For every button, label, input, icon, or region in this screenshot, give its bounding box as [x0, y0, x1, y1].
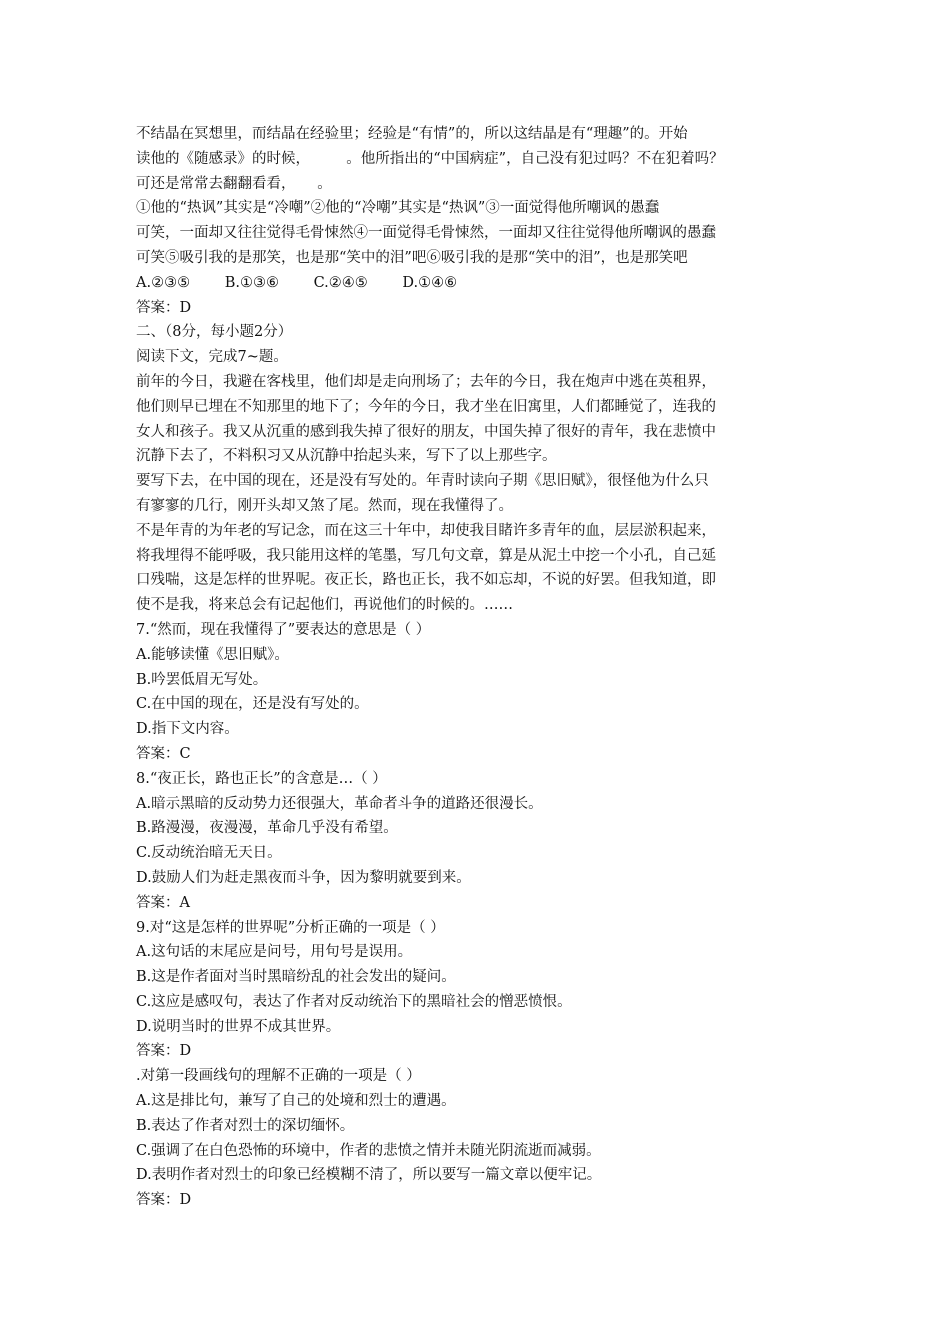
text-line: 将我埋得不能呼吸，我只能用这样的笔墨，写几句文章，算是从泥土中挖一个小孔，自己延 — [136, 547, 716, 564]
q6-option-d: D.①④⑥ — [402, 274, 458, 291]
text-line: 答案：D — [136, 299, 192, 316]
text-line: 口残喘，这是怎样的世界呢。夜正长，路也正长，我不如忘却，不说的好罢。但我知道，即 — [136, 572, 716, 589]
text-line: 阅读下文，完成7~题。 — [136, 349, 288, 366]
text-line: 答案：D — [136, 1192, 192, 1209]
text-line: 二、（8分，每小题2分） — [136, 324, 293, 341]
text-line: 8.“夜正长，路也正长”的含意是…（ ） — [136, 770, 387, 787]
text-line: 要写下去，在中国的现在，还是没有写处的。年青时读向子期《思旧赋》，很怪他为什么只 — [136, 473, 709, 490]
text-line: B.路漫漫，夜漫漫，革命几乎没有希望。 — [136, 820, 398, 837]
text-line: D.指下文内容。 — [136, 721, 239, 738]
q6-option-a: A.②③⑤ — [136, 274, 191, 291]
text-line: A.这是排比句，兼写了自己的处境和烈士的遭遇。 — [136, 1093, 456, 1110]
text-line: D.表明作者对烈士的印象已经模糊不清了，所以要写一篇文章以便牢记。 — [136, 1167, 602, 1184]
q6-options — [136, 271, 816, 296]
text-line: 不是年青的为年老的写记念，而在这三十年中，却使我目睹许多青年的血，层层淤积起来， — [136, 522, 716, 539]
text-line: 他们则早已埋在不知那里的地下了；今年的今日，我才坐在旧寓里，人们都睡觉了，连我的 — [136, 398, 716, 415]
text-line: 读他的《随感录》的时候， 。他所指出的“中国病症”，自己没有犯过吗？不在犯着吗？ — [136, 150, 724, 167]
text-line: 女人和孩子。我又从沉重的感到我失掉了很好的朋友，中国失掉了很好的青年，我在悲愤中 — [136, 423, 716, 440]
text-line: 7.“然而，现在我懂得了”要表达的意思是（ ） — [136, 621, 431, 638]
text-line: 使不是我，将来总会有记起他们，再说他们的时候的。…… — [136, 597, 513, 614]
document-page — [136, 122, 816, 1213]
text-line: B.吟罢低眉无写处。 — [136, 671, 268, 688]
text-line: D.说明当时的世界不成其世界。 — [136, 1018, 341, 1035]
text-line: A.能够读懂《思旧赋》。 — [136, 646, 289, 663]
text-line: 不结晶在冥想里，而结晶在经验里；经验是“有情”的，所以这结晶是有“理趣”的。开始 — [136, 126, 688, 142]
passage-continuation — [136, 122, 816, 271]
text-line: 可还是常常去翻翻看看， 。 — [136, 175, 332, 192]
text-line: 沉静下去了，不料积习又从沉静中抬起头来，写下了以上那些字。 — [136, 448, 557, 465]
q6-option-b: B.①③⑥ — [224, 274, 279, 291]
text-line: B.表达了作者对烈士的深切缅怀。 — [136, 1117, 355, 1134]
text-line: 答案：C — [136, 745, 191, 762]
text-line: 可笑⑤吸引我的是那笑，也是那“笑中的泪”吧⑥吸引我的是那“笑中的泪”，也是那笑吧 — [136, 249, 688, 266]
text-line: C.强调了在白色恐怖的环境中，作者的悲愤之情并未随光阴流逝而减弱。 — [136, 1142, 601, 1159]
text-line: 可笑，一面却又往往觉得毛骨悚然④一面觉得毛骨悚然，一面却又往往觉得他所嘲讽的愚蠢 — [136, 225, 716, 242]
text-line: 有寥寥的几行，刚开头却又煞了尾。然而，现在我懂得了。 — [136, 497, 513, 514]
text-line: 9.对“这是怎样的世界呢”分析正确的一项是（ ） — [136, 919, 445, 936]
text-line: C.反动统治暗无天日。 — [136, 845, 282, 862]
text-line: A.这句话的末尾应是问号，用句号是误用。 — [136, 944, 413, 961]
text-line: D.鼓励人们为赶走黑夜而斗争，因为黎明就要到来。 — [136, 869, 471, 886]
text-line: 前年的今日，我避在客栈里，他们却是走向刑场了；去年的今日，我在炮声中逃在英租界， — [136, 373, 716, 390]
text-line: .对第一段画线句的理解不正确的一项是（ ） — [136, 1068, 421, 1085]
reading-section — [136, 296, 816, 1213]
text-line: C.这应是感叹句，表达了作者对反动统治下的黑暗社会的憎恶愤恨。 — [136, 993, 572, 1010]
text-line: A.暗示黑暗的反动势力还很强大，革命者斗争的道路还很漫长。 — [136, 795, 543, 812]
text-line: B.这是作者面对当时黑暗纷乱的社会发出的疑问。 — [136, 969, 456, 986]
q6-option-c: C.②④⑤ — [313, 274, 368, 291]
text-line: ①他的“热讽”其实是“冷嘲”②他的“冷嘲”其实是“热讽”③一面觉得他所嘲讽的愚蠢 — [136, 200, 660, 217]
text-line: 答案：D — [136, 1043, 192, 1060]
text-line: C.在中国的现在，还是没有写处的。 — [136, 696, 369, 713]
text-line: 答案：A — [136, 894, 190, 911]
